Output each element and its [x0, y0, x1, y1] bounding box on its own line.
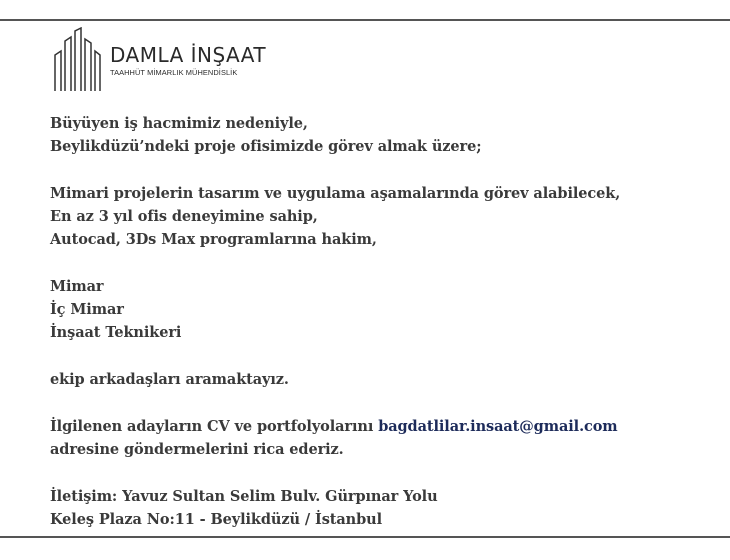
intro-line-1: Büyüyen iş hacmimiz nedeniyle,	[50, 115, 308, 132]
requirement-line-2: En az 3 yıl ofis deneyimine sahip,	[50, 208, 318, 225]
requirement-line-1: Mimari projelerin tasarım ve uygulama aşamalarında görev alabilecek,	[50, 185, 621, 202]
search-statement: ekip arkadaşları aramaktayız.	[50, 371, 289, 388]
building-columns-icon	[52, 27, 102, 93]
apply-prefix: İlgilenen adayların CV ve portfolyolarını	[50, 418, 379, 435]
apply-line-1	[50, 415, 700, 438]
top-divider	[0, 19, 730, 21]
contact-line-2: Keleş Plaza No:11 - Beylikdüzü / İstanbul	[50, 511, 382, 528]
position-interior-architect: İç Mimar	[50, 301, 124, 318]
announcement-body	[50, 112, 700, 531]
email-link[interactable]: bagdatlilar.insaat@gmail.com	[378, 418, 618, 435]
position-construction-technician: İnşaat Teknikeri	[50, 324, 182, 341]
bottom-divider	[0, 536, 730, 538]
position-architect: Mimar	[50, 278, 104, 295]
intro-line-2: Beylikdüzü’ndeki proje ofisimizde görev almak üzere;	[50, 138, 482, 155]
requirement-line-3: Autocad, 3Ds Max programlarına hakim,	[50, 231, 377, 248]
company-tagline: TAAHHÜT MİMARLIK MÜHENDİSLİK	[110, 67, 238, 77]
company-logo	[52, 27, 266, 93]
company-name: DAMLA İNŞAAT	[110, 42, 267, 67]
apply-line-2: adresine göndermelerini rica ederiz.	[50, 441, 344, 458]
contact-line-1: İletişim: Yavuz Sultan Selim Bulv. Gürpınar Yolu	[50, 488, 438, 505]
